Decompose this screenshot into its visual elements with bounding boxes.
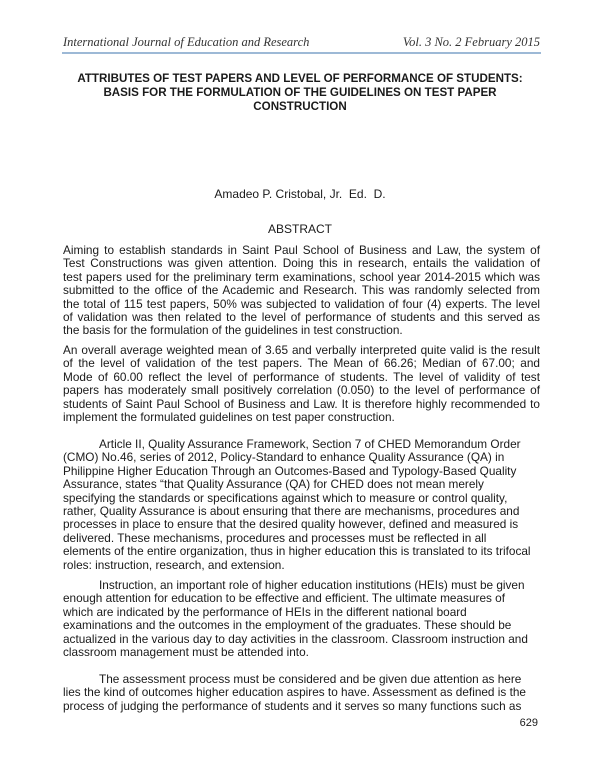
abstract-paragraph-1 xyxy=(63,244,540,338)
body-paragraph-3 xyxy=(63,673,540,713)
text-line: the total of 115 test papers, 50% was subjected to validation of four (4) experts. The level xyxy=(63,296,540,311)
journal-name: International Journal of Education and Research xyxy=(63,35,310,49)
author: Amadeo P. Cristobal, Jr. Ed. D. xyxy=(214,187,386,201)
text-line: process of judging the performance of students and it serves so many functions such as xyxy=(63,698,522,713)
text-line: processes in place to ensure that the desired quality however, defined and measured is xyxy=(63,517,519,532)
page-number: 629 xyxy=(519,717,538,729)
text-line: actualized in the various day to day activities in the classroom. Classroom instruction and xyxy=(63,631,528,646)
text-line: which are indicated by the performance of HEIs in the different national board xyxy=(63,604,467,619)
text-line: Assurance, states “that Quality Assurance (QA) for CHED does not mean merely xyxy=(63,477,484,492)
text-line: Instruction, an important role of higher education institutions (HEIs) must be given xyxy=(99,578,525,592)
text-line: specifying the standards or specifications against which to measure or control quality, xyxy=(63,490,508,505)
paper-title xyxy=(60,72,540,114)
text-line: Mode of 60.00 reflect the level of performance of students. The level of validity of test xyxy=(63,369,540,384)
text-line: examinations and the outcomes in the employment of the graduates. These should be xyxy=(63,618,512,633)
body-paragraph-1 xyxy=(63,438,540,572)
text-line: submitted to the office of the Academic and Research. This was randomly selected from xyxy=(63,283,540,298)
text-line: Test Constructions was given attention. Doing this in research, entails the validation of xyxy=(63,256,540,271)
text-line: test papers used for the preliminary term examinations, school year 2014-2015 which was xyxy=(63,269,540,284)
header-rule xyxy=(62,52,541,54)
title-line: BASIS FOR THE FORMULATION OF THE GUIDELINES ON TEST PAPER xyxy=(103,86,497,99)
text-line: elements of the entire organization, thus in higher education this is translated to its trifocal xyxy=(63,544,531,559)
text-line: lies the kind of outcomes higher education aspires to have. Assessment as defined is the xyxy=(63,685,526,700)
text-line: papers has moderately small positively correlation (0.050) to the level of performance of xyxy=(63,383,540,398)
text-line: rather, Quality Assurance is about ensuring that there are mechanisms, procedures and xyxy=(63,504,520,519)
text-line: An overall average weighted mean of 3.65 and verbally interpreted quite valid is the result xyxy=(63,343,540,357)
issue-info: Vol. 3 No. 2 February 2015 xyxy=(402,35,540,49)
title-line: ATTRIBUTES OF TEST PAPERS AND LEVEL OF PERFORMANCE OF STUDENTS: xyxy=(77,72,523,85)
text-line: Article II, Quality Assurance Framework, Section 7 of CHED Memorandum Order xyxy=(99,437,521,451)
body-paragraph-2 xyxy=(63,579,540,659)
text-line: roles: instruction, research, and extension. xyxy=(63,557,285,572)
title-line: CONSTRUCTION xyxy=(253,100,347,113)
text-line: Philippine Higher Education Through an Outcomes-Based and Typology-Based Quality xyxy=(63,463,517,478)
text-line: The assessment process must be considered and be given due attention as here xyxy=(99,672,522,686)
text-line: of validation was then related to the level of performance of students and this served as xyxy=(63,310,540,325)
text-line: delivered. These mechanisms, procedures and processes must be reflected in all xyxy=(63,530,487,545)
text-line: implement the formulated guidelines on test paper construction. xyxy=(63,410,395,425)
text-line: classroom management must be attended into. xyxy=(63,645,309,660)
text-line: the basis for the formulation of the guidelines in test construction. xyxy=(63,323,403,338)
text-line: (CMO) No.46, series of 2012, Policy-Standard to enhance Quality Assurance (QA) in xyxy=(63,450,505,465)
text-line: students of Saint Paul School of Business and Law. It is therefore highly recommended to xyxy=(63,396,540,411)
running-header xyxy=(63,35,540,51)
abstract-paragraph-2 xyxy=(63,344,540,424)
abstract-heading: ABSTRACT xyxy=(267,222,332,236)
text-line: of the level of validation of the test papers. The Mean of 66.26; Median of 67.00; and xyxy=(63,356,540,371)
text-line: enough attention for education to be effective and efficient. The ultimate measures of xyxy=(63,591,506,606)
text-line: Aiming to establish standards in Saint Paul School of Business and Law, the system of xyxy=(63,243,540,257)
